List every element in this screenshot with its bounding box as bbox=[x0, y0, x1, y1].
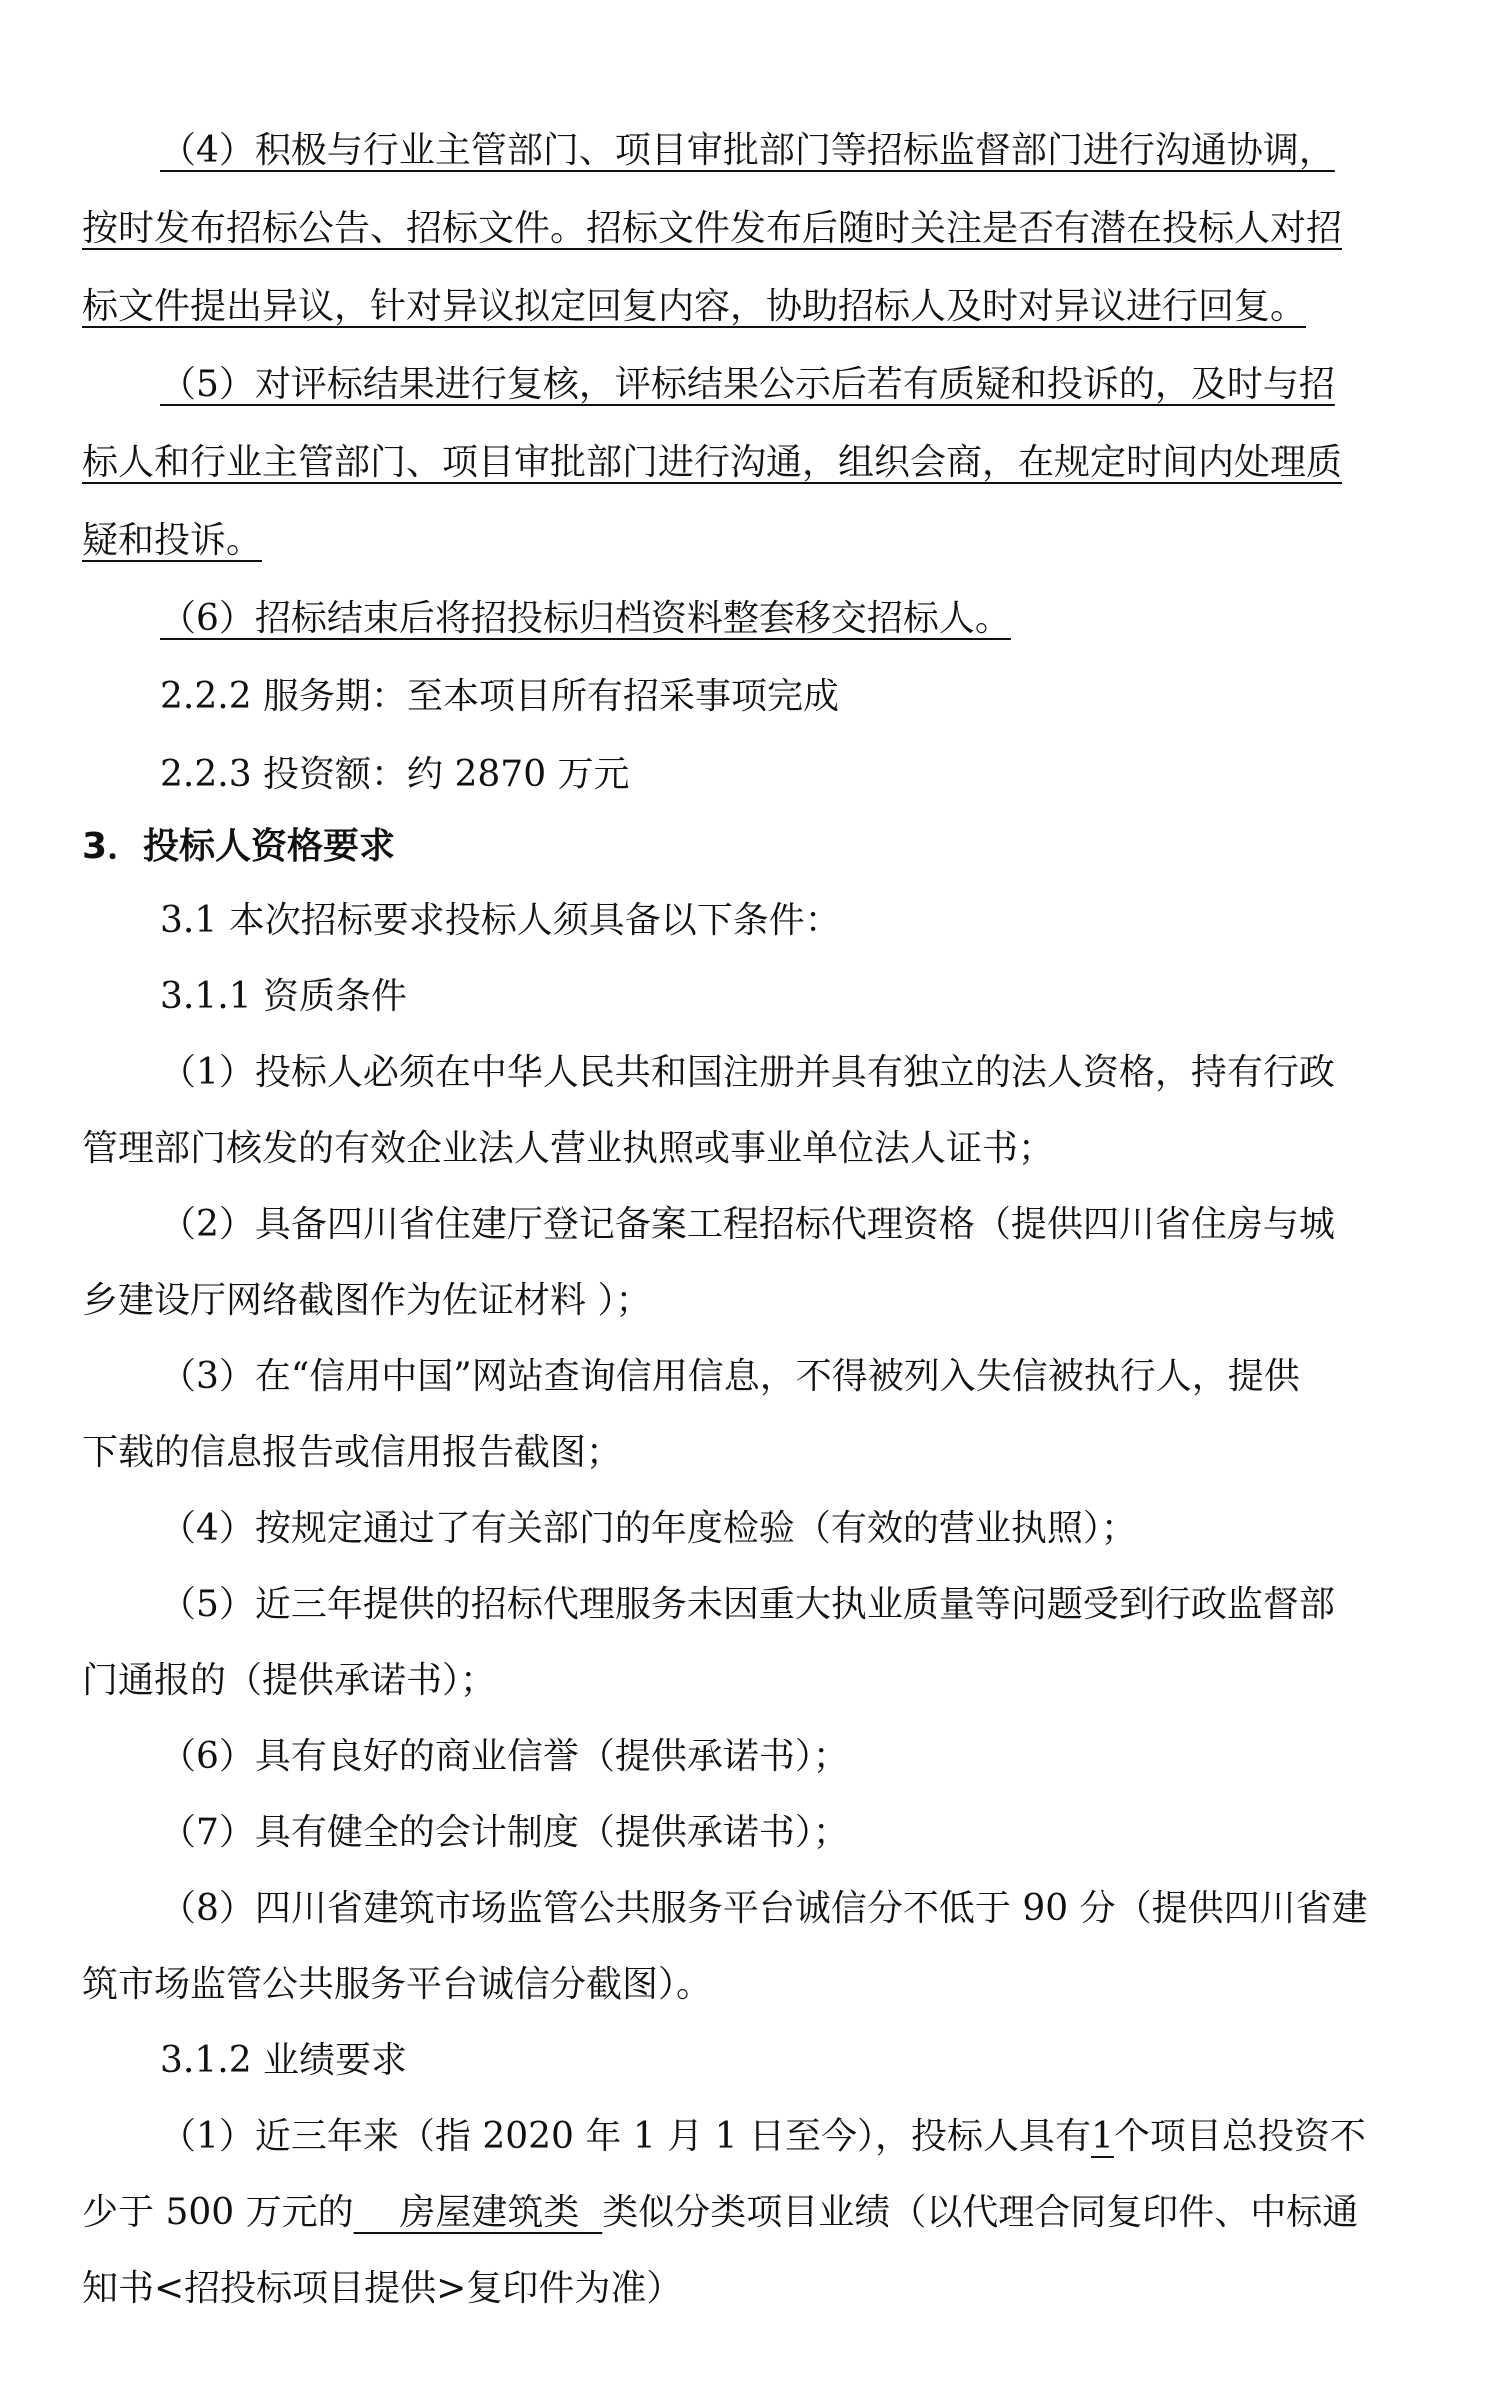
project-count-blank: 1 bbox=[1091, 2116, 1114, 2157]
paragraph-line: 疑和投诉。 bbox=[82, 520, 263, 561]
service-period-line: 2.2.2 服务期：至本项目所有招采事项完成 bbox=[160, 676, 840, 717]
performance-line bbox=[82, 2174, 1358, 2252]
subsection-heading: 3.1.2 业绩要求 bbox=[160, 2040, 408, 2081]
project-type-blank: 房屋建筑类 bbox=[353, 2192, 603, 2233]
paragraph-line: 标人和行业主管部门、项目审批部门进行沟通，组织会商，在规定时间内处理质 bbox=[82, 442, 1343, 483]
paragraph-line: 管理部门核发的有效企业法人营业执照或事业单位法人证书； bbox=[82, 1128, 1055, 1169]
subsection-heading: 3.1.1 资质条件 bbox=[160, 976, 408, 1017]
paragraph-line: （3）在“信用中国”网站查询信用信息，不得被列入失信被执行人，提供 bbox=[160, 1356, 1300, 1397]
paragraph-line: 门通报的（提供承诺书）； bbox=[82, 1660, 497, 1701]
performance-line bbox=[160, 2098, 1366, 2176]
performance-text: 少于 500 万元的 bbox=[82, 2192, 354, 2233]
investment-line: 2.2.3 投资额：约 2870 万元 bbox=[160, 754, 630, 795]
paragraph-line: （6）招标结束后将招投标归档资料整套移交招标人。 bbox=[160, 598, 1011, 639]
performance-line: 知书<招投标项目提供>复印件为准） bbox=[82, 2268, 683, 2309]
performance-text: （1）近三年来（指 2020 年 1 月 1 日至今），投标人具有 bbox=[160, 2116, 1091, 2157]
paragraph-line: 3.1 本次招标要求投标人须具备以下条件： bbox=[160, 900, 841, 941]
paragraph-line: 按时发布招标公告、招标文件。招标文件发布后随时关注是否有潜在投标人对招 bbox=[82, 208, 1343, 249]
paragraph-line: （5）近三年提供的招标代理服务未因重大执业质量等问题受到行政监督部 bbox=[160, 1584, 1335, 1625]
paragraph-line: 下载的信息报告或信用报告截图； bbox=[82, 1432, 623, 1473]
paragraph-line: （2）具备四川省住建厅登记备案工程招标代理资格（提供四川省住房与城 bbox=[160, 1204, 1335, 1245]
paragraph-line: （8）四川省建筑市场监管公共服务平台诚信分不低于 90 分（提供四川省建 bbox=[160, 1888, 1368, 1929]
paragraph-line: 乡建设厅网络截图作为佐证材料 ）； bbox=[82, 1280, 652, 1321]
paragraph-line: （1）投标人必须在中华人民共和国注册并具有独立的法人资格，持有行政 bbox=[160, 1052, 1335, 1093]
paragraph-line: 筑市场监管公共服务平台诚信分截图）。 bbox=[82, 1964, 713, 2005]
paragraph-line: （7）具有健全的会计制度（提供承诺书）； bbox=[160, 1812, 849, 1853]
paragraph-line: （5）对评标结果进行复核，评标结果公示后若有质疑和投诉的，及时与招 bbox=[160, 364, 1335, 405]
paragraph-line: （4）积极与行业主管部门、项目审批部门等招标监督部门进行沟通协调， bbox=[160, 130, 1335, 171]
section-heading: 3．投标人资格要求 bbox=[82, 826, 396, 867]
paragraph-line: 标文件提出异议，针对异议拟定回复内容，协助招标人及时对异议进行回复。 bbox=[82, 286, 1307, 327]
performance-text: 类似分类项目业绩（以代理合同复印件、中标通 bbox=[602, 2192, 1359, 2233]
paragraph-line: （4）按规定通过了有关部门的年度检验（有效的营业执照）； bbox=[160, 1508, 1137, 1549]
performance-text: 个项目总投资不 bbox=[1113, 2116, 1366, 2157]
paragraph-line: （6）具有良好的商业信誉（提供承诺书）； bbox=[160, 1736, 849, 1777]
